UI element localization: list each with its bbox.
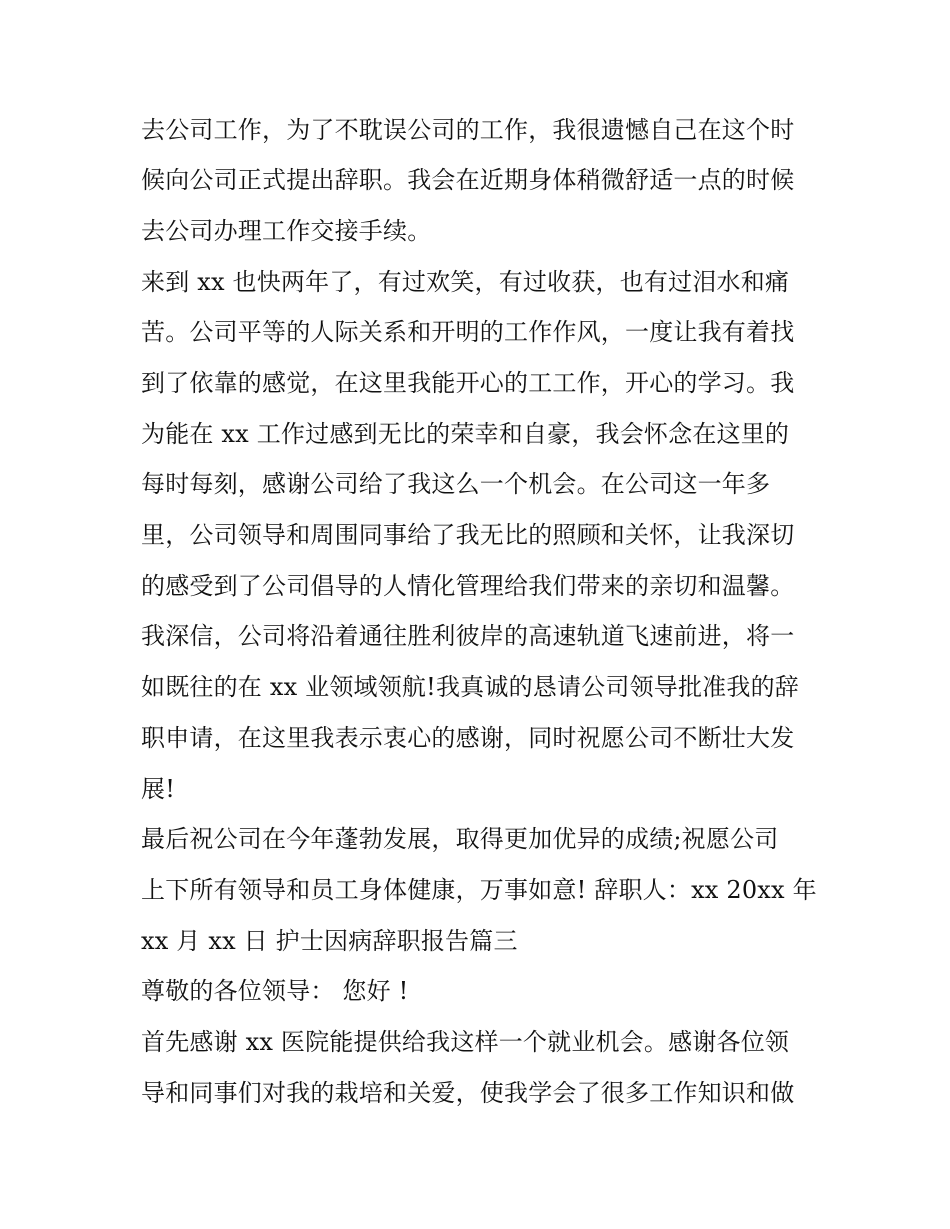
text-line: 来到 xx 也快两年了，有过欢笑，有过收获，也有过泪水和痛: [141, 268, 790, 296]
text-line: 首先感谢 xx 医院能提供给我这样一个就业机会。感谢各位领: [141, 1028, 790, 1056]
text-line: 去公司办理工作交接手续。: [141, 217, 432, 245]
text-line: xx 月 xx 日 护士因病辞职报告篇三: [141, 927, 518, 955]
text-line: 去公司工作，为了不耽误公司的工作，我很遗憾自己在这个时: [141, 116, 795, 144]
text-line: 我深信，公司将沿着通往胜利彼岸的高速轨道飞速前进，将一: [141, 622, 795, 650]
text-line: 展!: [141, 775, 176, 803]
text-line: 到了依靠的感觉，在这里我能开心的工工作，开心的学习。我: [141, 369, 795, 397]
text-line: 上下所有领导和员工身体健康，万事如意! 辞职人：xx 20xx 年: [141, 876, 817, 904]
text-line: 里，公司领导和周围同事给了我无比的照顾和关怀，让我深切: [141, 521, 795, 549]
text-line: 每时每刻，感谢公司给了我这么一个机会。在公司这一年多: [141, 470, 771, 498]
text-line: 候向公司正式提出辞职。我会在近期身体稍微舒适一点的时候: [141, 166, 795, 194]
text-line: 尊敬的各位领导： 您好 !: [141, 977, 409, 1005]
text-line: 为能在 xx 工作过感到无比的荣幸和自豪，我会怀念在这里的: [141, 420, 790, 448]
text-line: 职申请，在这里我表示衷心的感谢，同时祝愿公司不断壮大发: [141, 724, 795, 752]
text-line: 的感受到了公司倡导的人情化管理给我们带来的亲切和温馨。: [141, 572, 795, 600]
text-line: 导和同事们对我的栽培和关爱，使我学会了很多工作知识和做: [141, 1079, 795, 1107]
text-line: 如既往的在 xx 业领域领航!我真诚的恳请公司领导批准我的辞: [141, 673, 799, 701]
text-line: 苦。公司平等的人际关系和开明的工作作风，一度让我有着找: [141, 318, 795, 346]
text-line: 最后祝公司在今年蓬勃发展，取得更加优异的成绩;祝愿公司: [141, 825, 779, 853]
